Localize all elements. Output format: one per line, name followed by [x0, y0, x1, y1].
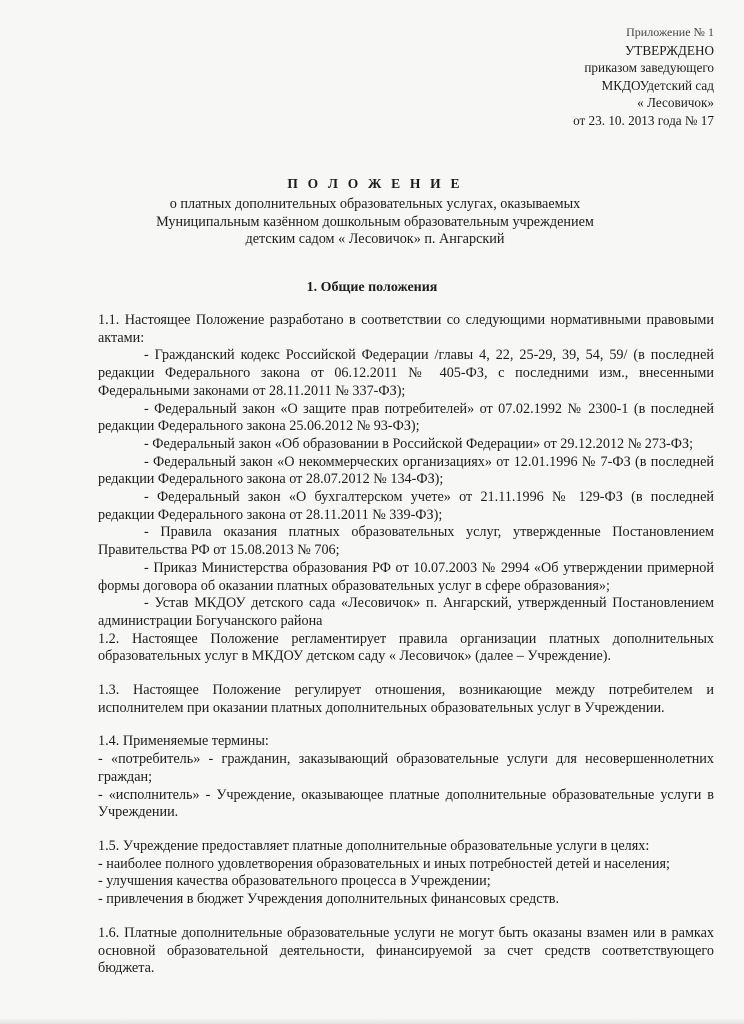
document-body: [98, 312, 714, 978]
scan-bottom-edge: [0, 1018, 744, 1024]
approval-date-number: от 23. 10. 2013 года № 17: [573, 112, 714, 128]
term-executor: - «исполнитель» - Учреждение, оказывающее платные дополнительные образовательные услуги в Учреждении.: [98, 786, 714, 821]
goal-item: - улучшения качества образовательного процесса в Учреждении;: [98, 873, 491, 890]
legal-act-item: - Приказ Министерства образования РФ от 10.07.2003 № 2994 «Об утверждении примерной формы договора об оказании платных образовательных услуг в сфере образования»;: [98, 559, 714, 594]
section-heading: 1. Общие положения: [306, 280, 438, 295]
clause-1-4: 1.4. Применяемые термины:: [98, 733, 269, 750]
approval-stamp-block: [514, 24, 714, 129]
clause-1-2: 1.2. Настоящее Положение регламентирует правила организации платных дополнительных образовательных услуг в МКДОУ детском саду « Лесовичок» (далее – Учреждение).: [98, 630, 714, 665]
legal-act-item: - Федеральный закон «О защите прав потребителей» от 07.02.1992 № 2300-1 (в последней редакции Федерального закона 25.06.2012 № 93-ФЗ);: [98, 400, 714, 435]
paragraph-gap: [98, 717, 714, 733]
approved-by-order: приказом заведующего: [584, 60, 714, 75]
approval-organization: МКДОУдетский сад: [601, 77, 714, 93]
document-subtitle-line-1: о платных дополнительных образовательных услугах, оказываемых: [169, 196, 581, 212]
document-title-block: [110, 176, 640, 249]
document-subtitle-line-3: детским садом « Лесовичок» п. Ангарский: [245, 231, 505, 248]
document-title: П О Л О Ж Е Н И Е: [287, 176, 463, 191]
legal-act-item: - Гражданский кодекс Российской Федерации /главы 4, 22, 25-29, 39, 54, 59/ (в последней редакции Федерального закона от 06.12.2011 № 405-ФЗ, с последними изм., внесенными Федеральными законами от 28.11.2011 № 337-ФЗ);: [98, 347, 714, 399]
approved-label: УТВЕРЖДЕНО: [624, 42, 714, 58]
legal-act-item: - Федеральный закон «О некоммерческих организациях» от 12.01.1996 № 7-ФЗ (в последней редакции Федерального закона от 28.07.2012 № 134-ФЗ);: [98, 453, 714, 488]
clause-1-5: 1.5. Учреждение предоставляет платные дополнительные образовательные услуги в целях:: [98, 837, 650, 854]
goal-item: - привлечения в бюджет Учреждения дополнительных финансовых средств.: [98, 891, 560, 908]
paragraph-gap: [98, 909, 714, 925]
clause-1-1: 1.1. Настоящее Положение разработано в соответствии со следующими нормативными правовыми актами:: [98, 312, 714, 346]
legal-act-item: - Правила оказания платных образовательных услуг, утвержденные Постановлением Правительства РФ от 15.08.2013 № 706;: [98, 524, 714, 559]
clause-1-3: 1.3. Настоящее Положение регулирует отношения, возникающие между потребителем и исполнителем при оказании платных дополнительных образовательных услуг в Учреждении.: [98, 682, 714, 716]
paragraph-gap: [98, 666, 714, 682]
document-subtitle-line-2: Муниципальным казённом дошкольным образовательным учреждением: [156, 213, 594, 230]
term-consumer: - «потребитель» - гражданин, заказывающий образовательные услуги для несовершеннолетних граждан;: [98, 751, 714, 785]
appendix-number: Приложение № 1: [626, 25, 714, 39]
legal-act-item: - Федеральный закон «О бухгалтерском учете» от 21.11.1996 № 129-ФЗ (в последней редакции Федерального закона от 28.11.2011 № 339-ФЗ);: [98, 489, 714, 523]
clause-1-6: 1.6. Платные дополнительные образовательные услуги не могут быть оказаны взамен или в рамках основной образовательной деятельности, финансируемой за счет средств соответствующего бюджета.: [98, 924, 714, 977]
goal-item: - наиболее полного удовлетворения образовательных и иных потребностей детей и населения;: [98, 855, 670, 872]
paragraph-gap: [98, 822, 714, 838]
approval-organization-name: « Лесовичок»: [637, 95, 714, 110]
legal-act-item: - Федеральный закон «Об образовании в Российской Федерации» от 29.12.2012 № 273-ФЗ;: [144, 435, 694, 452]
legal-act-item: - Устав МКДОУ детского сада «Лесовичок» п. Ангарский, утвержденный Постановлением администрации Богучанского района: [98, 595, 714, 629]
